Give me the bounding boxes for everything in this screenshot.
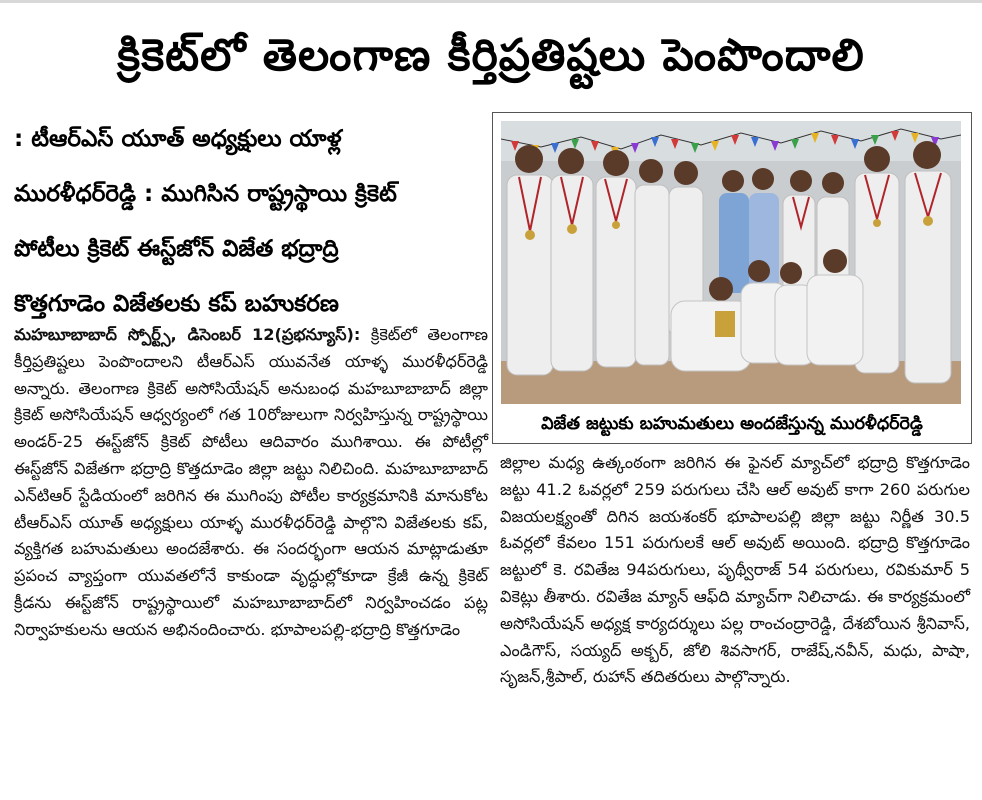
photo-caption: విజేత జట్టుకు బహుమతులు అందజేస్తున్న మురళీధర్‌రెడ్డి <box>541 414 923 434</box>
subhead-line: పోటీలు క్రికెట్ ఈస్ట్‌జోన్ విజేత భద్రాద్రి <box>14 236 339 262</box>
article-dateline: మహబూబాబాద్ స్పోర్ట్స్, డిసెంబర్ 12(ప్రభన్యూస్): <box>14 325 361 344</box>
photo-frame <box>492 112 972 444</box>
article-subheadline <box>14 112 484 332</box>
article-body-left-column <box>14 322 488 644</box>
subhead-line: మురళీధర్‌రెడ్డి : ముగిసిన రాష్ట్రస్థాయి క్రికెట్ <box>14 181 397 207</box>
page-top-rule <box>0 0 982 3</box>
team-photo <box>501 121 961 404</box>
article-headline: క్రికెట్‌లో తెలంగాణ కీర్తిప్రతిష్టలు పెంపొందాలి <box>117 30 865 81</box>
article-body-right-column: జిల్లాల మధ్య ఉత్కంఠంగా జరిగిన ఈ ఫైనల్ మ్యాచ్‌లో భద్రాద్రి కొత్తగూడెం జట్టు 41.2 ఓవర్లలో 259 పరుగులు చేసి ఆల్ అవుట్ కాగా 260 పరుగుల విజయలక్ష్యంతో దిగిన జయశంకర్ భూపాలపల్లి జిల్లా జట్టు నిర్ణీత 30.5 ఓవర్లలో కేవలం 151 పరుగులకే ఆల్ అవుట్ అయింది. భద్రాద్రి కొత్తగూడెం జట్టులో కె. రవితేజ 94పరుగులు, పృథ్వీరాజ్ 54 పరుగులు, రవికుమార్ 5 వికెట్లు తీశారు. రవితేజ మ్యాన్ ఆఫ్‌ది మ్యాచ్‌గా నిలిచాడు. ఈ కార్యక్రమంలో అసోసియేషన్ అధ్యక్ష కార్యదర్శులు పల్ల రాంచంద్రారెడ్డి, దేశబోయిన శ్రీనివాస్, ఎండిగౌస్, సయ్యద్ అక్బర్, జోలి శివసాగర్, రాజేష్,నవీన్, మధు, పాషా, సృజన్,శ్రీపాల్, రుహాన్ తదితరులు పాల్గొన్నారు. <box>500 453 970 687</box>
subhead-line: కొత్తగూడెం విజేతలకు కప్ బహుకరణ <box>14 291 339 317</box>
team-photo-image <box>501 121 961 404</box>
article-body-text: క్రికెట్‌లో తెలంగాణ కీర్తిప్రతిష్టలు పెంపొందాలని టీఆర్ఎస్ యువనేత యాళ్ళ మురళీధర్‌రెడ్డి అన్నారు. తెలంగాణ క్రికెట్ అసోసియేషన్ అనుబంధ మహబూబాబాద్ జిల్లా క్రికెట్ అసోసియేషన్ ఆధ్వర్యంలో గత 10రోజులుగా నిర్వహిస్తున్న రాష్ట్రస్థాయి అండర్-25 ఈస్ట్‌జోన్ క్రికెట్ పోటీలు ఆదివారం ముగిశాయి. ఈ పోటీల్లో ఈస్ట్‌జోన్ విజేతగా భద్రాద్రి కొత్తదూడెం జిల్లా జట్టు నిలిచింది. మహబూబాబాద్ ఎన్‌టిఆర్ స్టేడియంలో జరిగిన ఈ ముగింపు పోటీల కార్యక్రమానికి మానుకోట టీఆర్ఎస్ యూత్ అధ్యక్షులు యాళ్ళ మురళీధర్‌రెడ్డి పాల్గొని విజేతలకు కప్, వ్యక్తిగత బహుమతులు అందజేశారు. ఈ సందర్భంగా ఆయన మాట్లాడుతూ ప్రపంచ వ్యాప్తంగా యువతలోనే కాకుండా వృద్ధుల్లోకూడా క్రేజీ ఉన్న క్రికెట్ క్రీడను ఈస్ట్‌జోన్ రాష్ట్రస్థాయిలో మహబూబాబాద్‌లో నిర్వహించడం పట్ల నిర్వాహకులను ఆయన అభినందించారు. భూపాలపల్లి-భద్రాద్రి కొత్తగూడెం <box>14 325 488 639</box>
subhead-line: : టీఆర్ఎస్ యూత్ అధ్యక్షులు యాళ్ల <box>14 126 342 152</box>
